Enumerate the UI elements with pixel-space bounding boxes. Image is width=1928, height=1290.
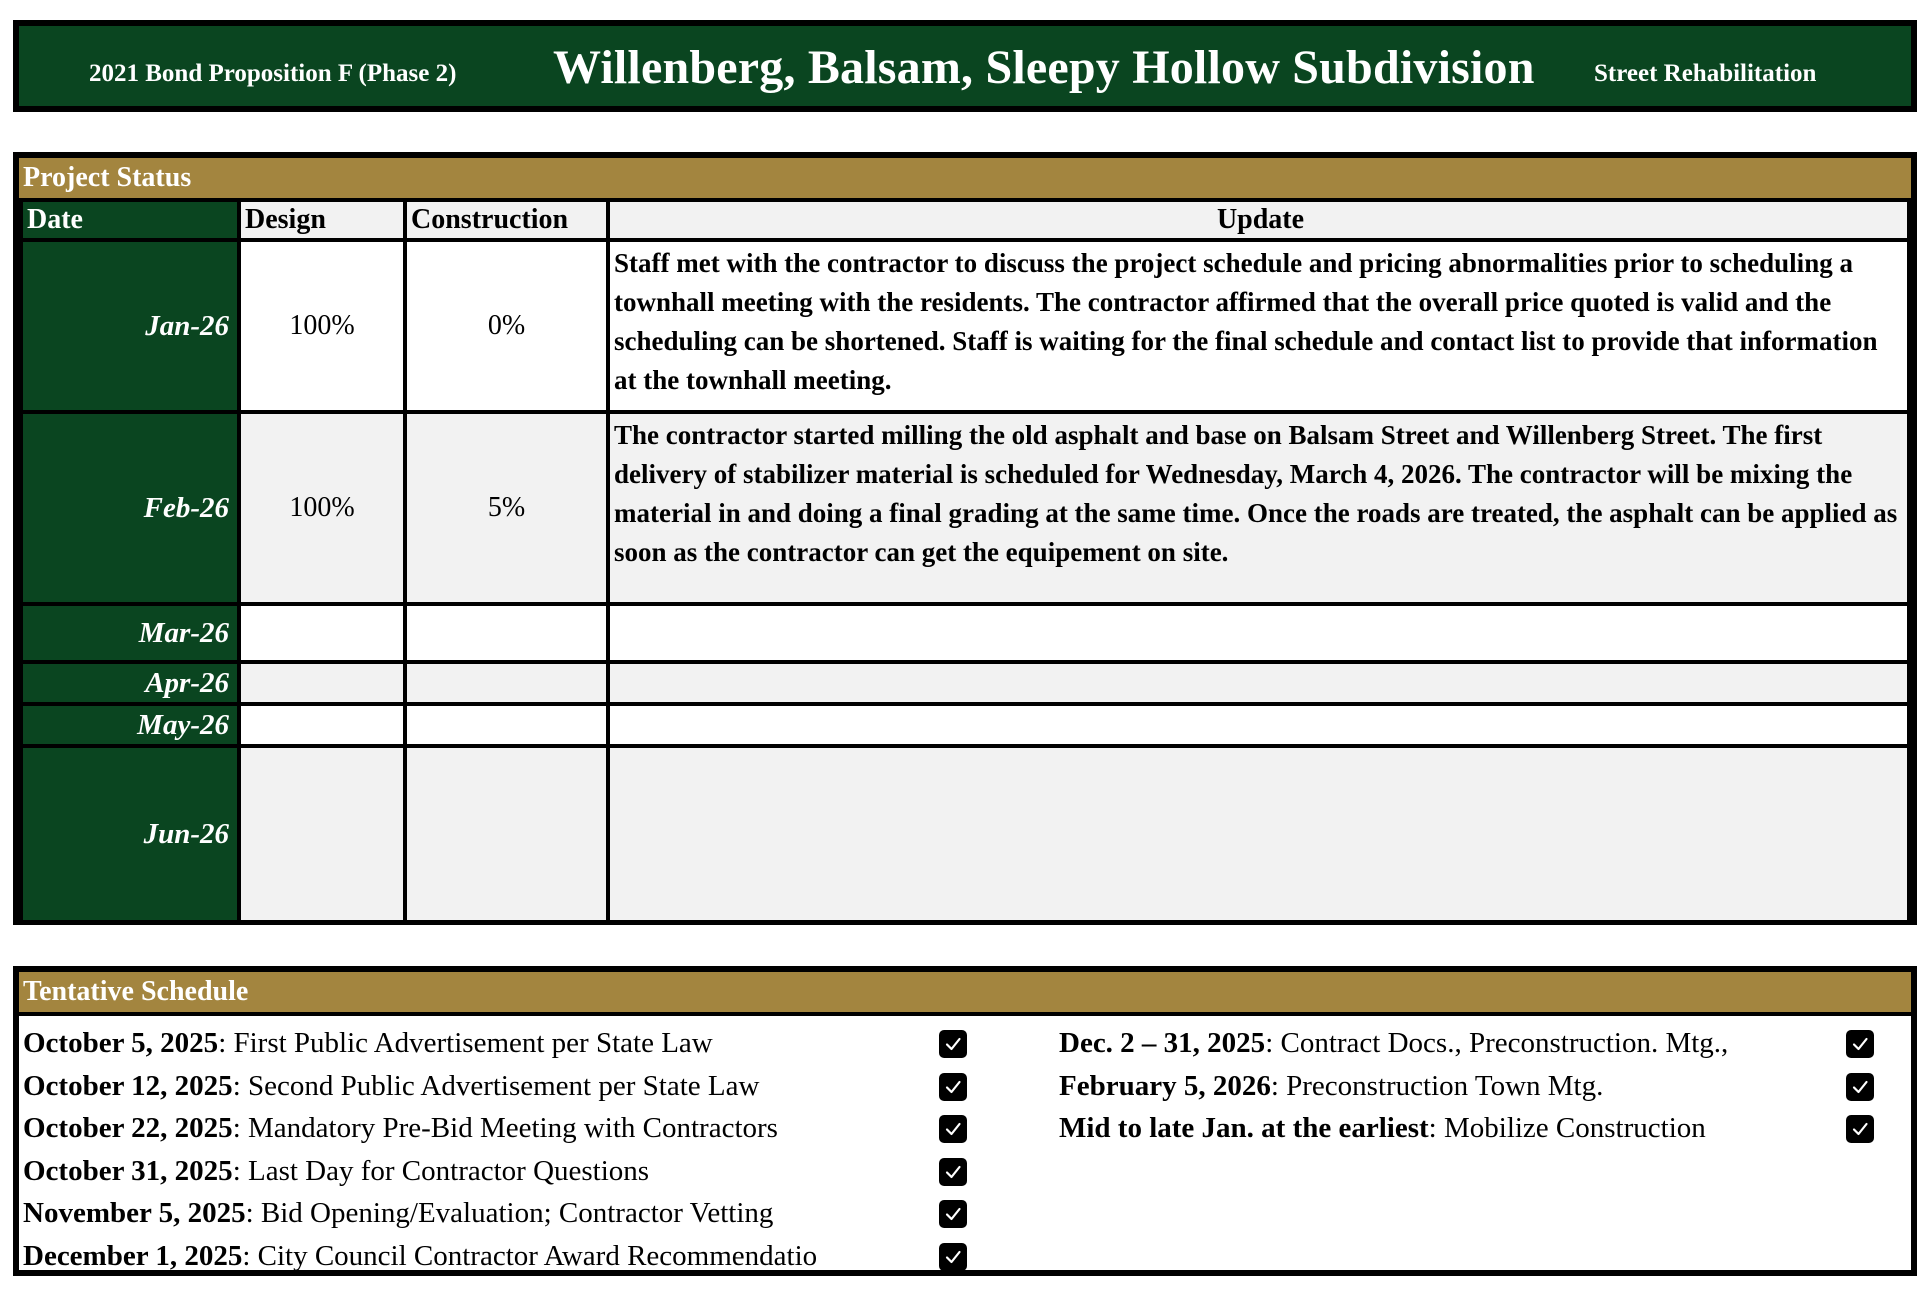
row-construction-percent: 0% [405, 240, 608, 412]
schedule-milestone: : Mobilize Construction [1428, 1112, 1706, 1144]
checkbox-checked-icon[interactable] [1846, 1073, 1874, 1101]
checkbox-checked-icon[interactable] [939, 1158, 967, 1186]
schedule-date: December 1, 2025 [23, 1239, 243, 1272]
title-banner [13, 20, 1917, 112]
row-design-percent [239, 662, 405, 704]
schedule-item [23, 1022, 973, 1065]
row-update-text [608, 704, 1909, 746]
checkbox-checked-icon[interactable] [939, 1115, 967, 1143]
schedule-milestone: : Preconstruction Town Mtg. [1270, 1069, 1604, 1102]
row-construction-percent: 5% [405, 412, 608, 604]
row-date: Jan-26 [21, 240, 239, 412]
row-update-text [608, 604, 1909, 662]
checkbox-checked-icon[interactable] [1846, 1115, 1874, 1143]
schedule-item [23, 1235, 973, 1278]
row-design-percent [239, 604, 405, 662]
schedule-date: October 31, 2025 [23, 1154, 233, 1187]
schedule-milestone: : First Public Advertisement per State Law [218, 1027, 713, 1059]
column-header-date: Date [21, 200, 239, 240]
schedule-date: October 12, 2025 [23, 1069, 233, 1102]
project-status-table [19, 198, 1911, 924]
schedule-item [1059, 1065, 1879, 1108]
schedule-milestone: : Last Day for Contractor Questions [232, 1154, 650, 1187]
tentative-schedule-panel [13, 966, 1917, 1276]
row-construction-percent [405, 746, 608, 922]
schedule-item [23, 1107, 973, 1150]
row-design-percent [239, 704, 405, 746]
schedule-date: Mid to late Jan. at the earliest [1059, 1112, 1429, 1144]
checkbox-checked-icon[interactable] [939, 1200, 967, 1228]
column-header-construction: Construction [405, 200, 608, 240]
row-date: Jun-26 [21, 746, 239, 922]
row-construction-percent [405, 604, 608, 662]
checkbox-checked-icon[interactable] [939, 1243, 967, 1271]
schedule-date: February 5, 2026 [1059, 1069, 1271, 1102]
schedule-milestone: : Second Public Advertisement per State Law [232, 1069, 760, 1102]
row-date: Feb-26 [21, 412, 239, 604]
schedule-date: Dec. 2 – 31, 2025 [1059, 1027, 1266, 1059]
page-title: Willenberg, Balsam, Sleepy Hollow Subdivision [553, 41, 1535, 94]
row-update-text [608, 746, 1909, 922]
table-row [21, 240, 1909, 412]
row-construction-percent [405, 662, 608, 704]
row-design-percent: 100% [239, 240, 405, 412]
row-date: Mar-26 [21, 604, 239, 662]
project-type-label: Street Rehabilitation [1594, 60, 1817, 87]
table-row [21, 662, 1909, 704]
row-construction-percent [405, 704, 608, 746]
project-status-header: Project Status [19, 158, 1911, 198]
bond-proposition-label: 2021 Bond Proposition F (Phase 2) [89, 60, 457, 87]
checkbox-checked-icon[interactable] [939, 1073, 967, 1101]
schedule-item [23, 1065, 973, 1108]
schedule-milestone: : Contract Docs., Preconstruction. Mtg., [1265, 1027, 1729, 1059]
column-header-design: Design [239, 200, 405, 240]
row-design-percent: 100% [239, 412, 405, 604]
row-update-text: Staff met with the contractor to discuss the project schedule and pricing abnormalities prior to scheduling a townhall meeting with the residents. The contractor affirmed that the overall price quoted is valid and the scheduling can be shortened. Staff is waiting for the final schedule and contact list to provide that information at the townhall meeting. [608, 240, 1909, 412]
schedule-left-column [23, 1022, 973, 1277]
table-row [21, 746, 1909, 922]
row-date: Apr-26 [21, 662, 239, 704]
schedule-item [1059, 1022, 1879, 1065]
row-update-text [608, 662, 1909, 704]
schedule-item [23, 1192, 973, 1235]
checkbox-checked-icon[interactable] [1846, 1030, 1874, 1058]
row-date: May-26 [21, 704, 239, 746]
column-header-update: Update [608, 200, 1909, 240]
schedule-date: November 5, 2025 [23, 1197, 246, 1229]
table-header-row [21, 200, 1909, 240]
schedule-item [1059, 1107, 1879, 1150]
schedule-date: October 22, 2025 [23, 1112, 233, 1144]
schedule-item [23, 1150, 973, 1193]
row-design-percent [239, 746, 405, 922]
schedule-right-column [1059, 1022, 1879, 1150]
tentative-schedule-header: Tentative Schedule [19, 972, 1911, 1016]
table-row [21, 604, 1909, 662]
schedule-date: October 5, 2025 [23, 1027, 219, 1059]
project-status-panel [13, 152, 1917, 925]
schedule-milestone: : Mandatory Pre-Bid Meeting with Contractors [232, 1112, 778, 1144]
schedule-milestone: : City Council Contractor Award Recommendatio [242, 1239, 818, 1272]
table-row [21, 704, 1909, 746]
table-row [21, 412, 1909, 604]
checkbox-checked-icon[interactable] [939, 1030, 967, 1058]
schedule-milestone: : Bid Opening/Evaluation; Contractor Vetting [245, 1197, 774, 1229]
row-update-text: The contractor started milling the old asphalt and base on Balsam Street and Willenberg Street. The first delivery of stabilizer material is scheduled for Wednesday, March 4, 2026. The contractor will be mixing the material in and doing a final grading at the same time. Once the roads are treated, the asphalt can be applied as soon as the contractor can get the equipement on site. [608, 412, 1909, 604]
